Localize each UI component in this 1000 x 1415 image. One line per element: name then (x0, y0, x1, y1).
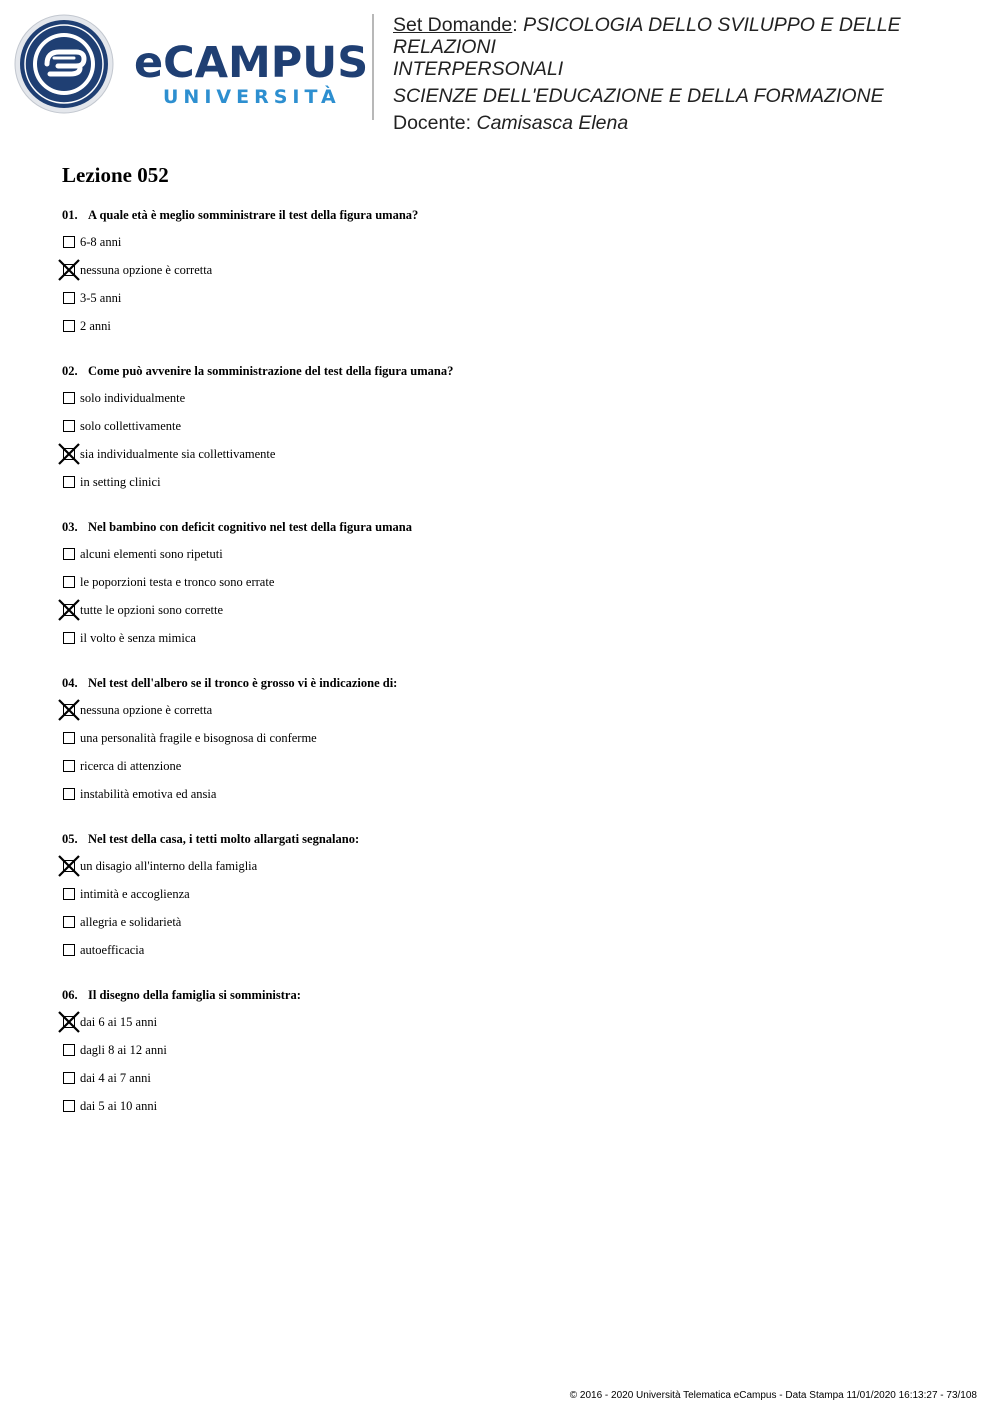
checkbox-icon[interactable] (63, 760, 75, 772)
question-text (62, 826, 962, 852)
option-label: il volto è senza mimica (80, 631, 196, 645)
checkbox-icon[interactable] (63, 548, 75, 560)
question-text (62, 358, 962, 384)
option-label: dagli 8 ai 12 anni (80, 1043, 167, 1057)
checkbox-icon[interactable] (63, 888, 75, 900)
teacher-name: Camisasca Elena (476, 112, 629, 134)
question-label: Come può avvenire la somministrazione del test della figura umana? (88, 364, 454, 378)
answer-option[interactable] (62, 852, 962, 880)
option-label: sia individualmente sia collettivamente (80, 447, 276, 461)
x-mark-icon (58, 259, 80, 281)
checkbox-icon[interactable] (63, 1100, 75, 1112)
checkbox-icon[interactable] (63, 320, 75, 332)
question (62, 982, 962, 1120)
question (62, 358, 962, 496)
question-label: Nel bambino con deficit cognitivo nel test della figura umana (88, 520, 412, 534)
x-mark-icon (58, 699, 80, 721)
option-label: nessuna opzione è corretta (80, 703, 213, 717)
teacher-line (393, 112, 998, 134)
question-list (62, 202, 962, 1120)
answer-option[interactable] (62, 696, 962, 724)
checkbox-icon[interactable] (63, 732, 75, 744)
question-number: 06. (62, 988, 78, 1002)
answer-option[interactable] (62, 880, 962, 908)
answer-option[interactable] (62, 1036, 962, 1064)
checkbox-icon[interactable] (63, 1072, 75, 1084)
question-number: 05. (62, 832, 78, 846)
question-label: Nel test dell'albero se il tronco è grosso vi è indicazione di: (88, 676, 398, 690)
option-label: 6-8 anni (80, 235, 122, 249)
faculty-name: SCIENZE DELL'EDUCAZIONE E DELLA FORMAZIONE (393, 85, 884, 107)
option-label: un disagio all'interno della famiglia (80, 859, 258, 873)
question-label: A quale età è meglio somministrare il test della figura umana? (88, 208, 419, 222)
answer-option[interactable] (62, 312, 962, 340)
option-label: ricerca di attenzione (80, 759, 182, 773)
question (62, 202, 962, 340)
question-number: 03. (62, 520, 78, 534)
question-text (62, 514, 962, 540)
answer-option[interactable] (62, 228, 962, 256)
checkbox-icon[interactable] (63, 944, 75, 956)
x-mark-icon (58, 443, 80, 465)
answer-option[interactable] (62, 908, 962, 936)
option-label: instabilità emotiva ed ansia (80, 787, 217, 801)
x-mark-icon (58, 599, 80, 621)
option-label: solo collettivamente (80, 419, 182, 433)
question-number: 01. (62, 208, 78, 222)
option-label: autoefficacia (80, 943, 145, 957)
option-label: dai 6 ai 15 anni (80, 1015, 158, 1029)
option-label: le poporzioni testa e tronco sono errate (80, 575, 275, 589)
option-label: allegria e solidarietà (80, 915, 182, 929)
answer-option[interactable] (62, 596, 962, 624)
answer-option[interactable] (62, 1008, 962, 1036)
checkbox-icon[interactable] (63, 1044, 75, 1056)
logo-name: eCAMPUS (134, 38, 369, 88)
answer-option[interactable] (62, 540, 962, 568)
question (62, 514, 962, 652)
option-label: intimità e accoglienza (80, 887, 190, 901)
answer-option[interactable] (62, 1064, 962, 1092)
answer-option[interactable] (62, 440, 962, 468)
header-info (393, 14, 998, 139)
question-label: Il disegno della famiglia si somministra: (88, 988, 301, 1002)
checkbox-icon[interactable] (63, 916, 75, 928)
option-label: dai 5 ai 10 anni (80, 1099, 158, 1113)
x-mark-icon (58, 1011, 80, 1033)
option-label: tutte le opzioni sono corrette (80, 603, 224, 617)
checkbox-icon[interactable] (63, 292, 75, 304)
question-text (62, 670, 962, 696)
option-label: in setting clinici (80, 475, 161, 489)
answer-option[interactable] (62, 384, 962, 412)
logo-wordmark (134, 40, 368, 108)
checkbox-icon[interactable] (63, 476, 75, 488)
option-label: solo individualmente (80, 391, 186, 405)
checkbox-icon[interactable] (63, 392, 75, 404)
teacher-label: Docente: (393, 112, 472, 134)
checkbox-icon[interactable] (63, 420, 75, 432)
quiz-content (62, 160, 962, 1138)
answer-option[interactable] (62, 724, 962, 752)
answer-option[interactable] (62, 468, 962, 496)
university-seal-icon (14, 14, 114, 114)
answer-option[interactable] (62, 624, 962, 652)
answer-option[interactable] (62, 284, 962, 312)
page-header (0, 0, 1000, 134)
checkbox-icon[interactable] (63, 236, 75, 248)
answer-option[interactable] (62, 568, 962, 596)
question-label: Nel test della casa, i tetti molto allargati segnalano: (88, 832, 360, 846)
question-text (62, 202, 962, 228)
option-label: dai 4 ai 7 anni (80, 1071, 151, 1085)
option-label: alcuni elementi sono ripetuti (80, 547, 223, 561)
question-text (62, 982, 962, 1008)
option-label: 2 anni (80, 319, 111, 333)
faculty-line (393, 85, 998, 107)
option-label: nessuna opzione è corretta (80, 263, 213, 277)
x-mark-icon (58, 855, 80, 877)
course-name-line2: INTERPERSONALI (393, 58, 564, 80)
course-name-line1: PSICOLOGIA DELLO SVILUPPO E DELLE RELAZIONI (393, 14, 901, 58)
question-number: 02. (62, 364, 78, 378)
question (62, 670, 962, 808)
answer-option[interactable] (62, 256, 962, 284)
answer-option[interactable] (62, 412, 962, 440)
checkbox-icon[interactable] (63, 788, 75, 800)
question-number: 04. (62, 676, 78, 690)
logo-subtitle: UNIVERSITÀ (163, 86, 341, 108)
answer-option[interactable] (62, 752, 962, 780)
page-footer: © 2016 - 2020 Università Telematica eCampus - Data Stampa 11/01/2020 16:13:27 - 73/108 (569, 1390, 977, 1401)
set-separator: : (512, 14, 518, 36)
lesson-title: Lezione 052 (62, 163, 169, 187)
answer-option[interactable] (62, 1092, 962, 1120)
answer-option[interactable] (62, 780, 962, 808)
set-label: Set Domande (393, 14, 513, 36)
checkbox-icon[interactable] (63, 576, 75, 588)
option-label: una personalità fragile e bisognosa di conferme (80, 731, 317, 745)
checkbox-icon[interactable] (63, 632, 75, 644)
question (62, 826, 962, 964)
option-label: 3-5 anni (80, 291, 122, 305)
header-divider (372, 14, 374, 120)
course-title (393, 14, 998, 80)
answer-option[interactable] (62, 936, 962, 964)
